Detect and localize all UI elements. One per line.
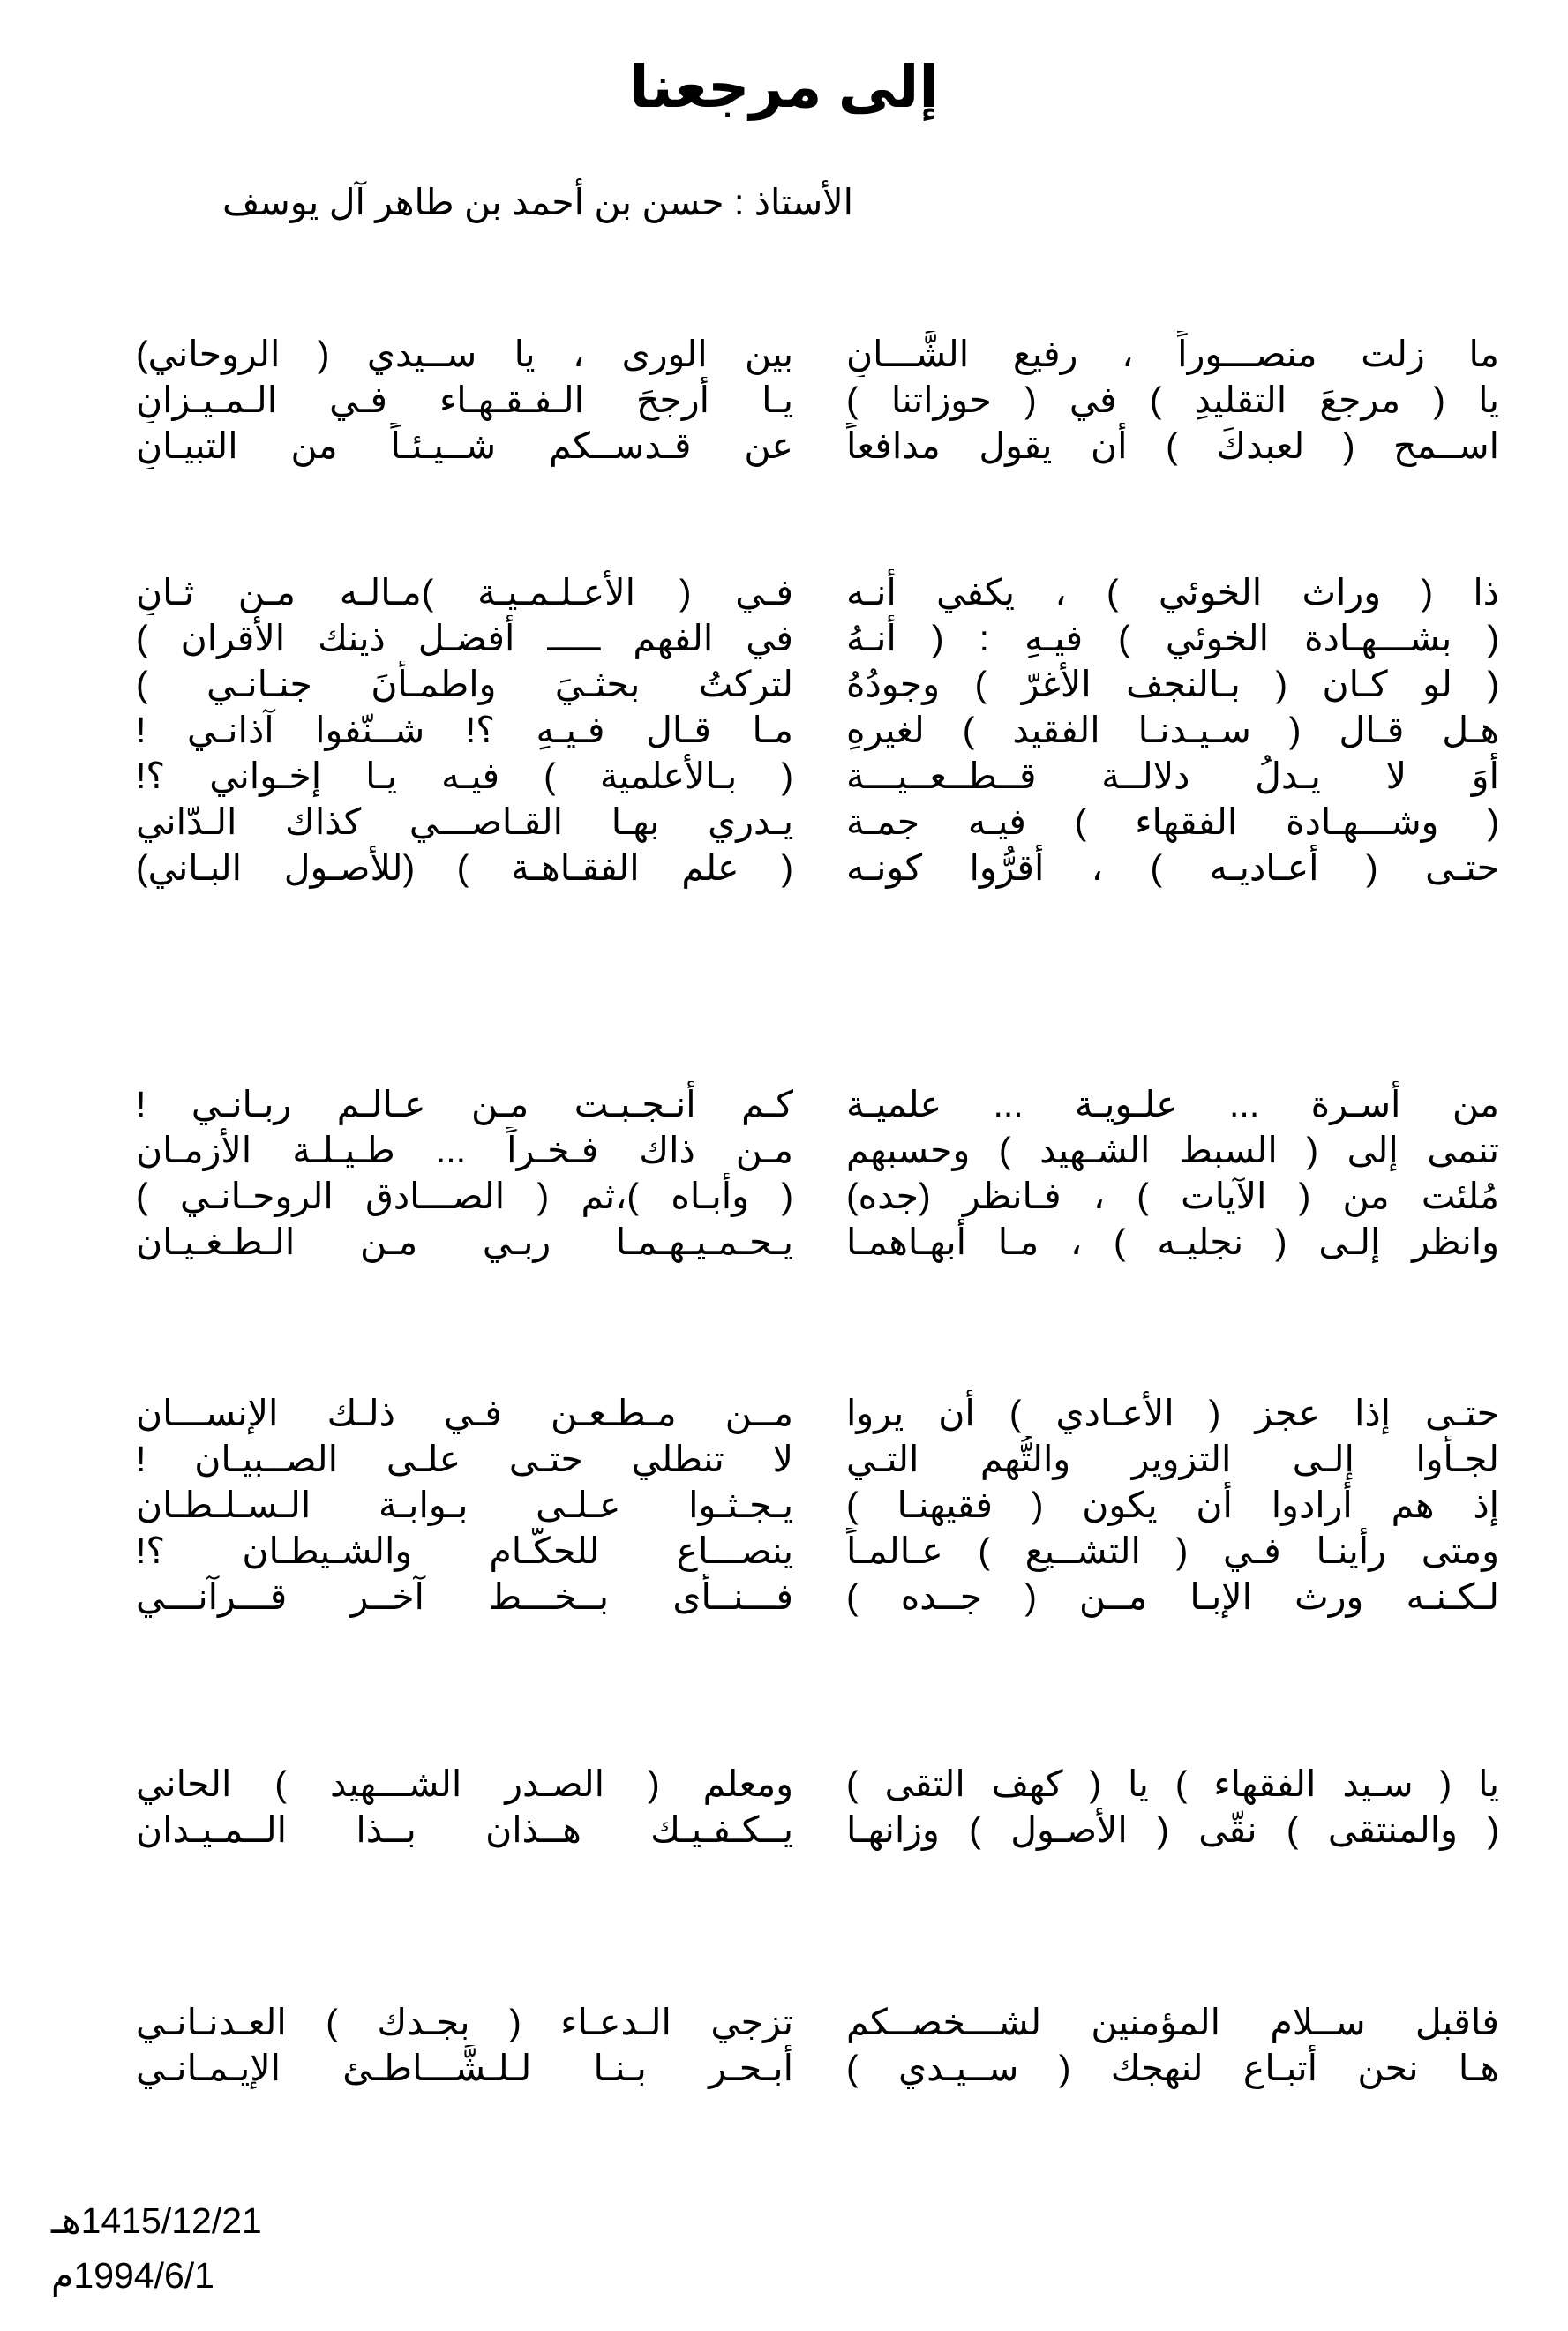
verse-line bbox=[0, 753, 1568, 799]
verse-second-hemistich: بين الورى ، يا ســيدي ( الروحاني) bbox=[136, 334, 793, 374]
verse-second-hemistich: يــكـفـيـك هــذان بــذا الــمـيـدان bbox=[136, 1809, 793, 1850]
verse-second-hemistich: يـا أرجحَ الـفـقـهـاء فـي الـمـيـزانِ bbox=[136, 380, 793, 420]
verse-second-hemistich: ( علم الفقـاهـة ) (للأصـول البـاني) bbox=[136, 847, 793, 888]
verse-first-hemistich: هـل قـال ( سـيـدنـا الفقيد ) لغيرهِ bbox=[846, 710, 1499, 750]
verse-line bbox=[0, 331, 1568, 377]
verse-second-hemistich: تزجي الـدعـاء ( بجـدك ) العـدنـانـي bbox=[136, 2002, 793, 2042]
verse-first-hemistich: ( وشـــهـادة الفقهاء ) فيـه جمـة bbox=[846, 801, 1499, 842]
verse-first-hemistich: يا ( مرجعَ التقليدِ ) في ( حوزاتنا ) bbox=[846, 380, 1499, 420]
verse-line bbox=[0, 1574, 1568, 1620]
verse-line bbox=[0, 1436, 1568, 1482]
verse-line bbox=[0, 2045, 1568, 2091]
verse-second-hemistich: فـــنــأى بــخـــط آخــر قـــرآنـــي bbox=[136, 1576, 793, 1617]
verse-first-hemistich: ( بشـــهـادة الخوئي ) فيـهِ : ( أنـهُ bbox=[846, 618, 1499, 658]
verse-first-hemistich: ذا ( وراث الخوئي ) ، يكفي أنـه bbox=[846, 572, 1499, 613]
stanza bbox=[0, 569, 1568, 891]
verse-line bbox=[0, 1761, 1568, 1807]
verse-second-hemistich: ومعلم ( الصـدر الشـــهيد ) الحاني bbox=[136, 1763, 793, 1804]
verse-first-hemistich: حتـى إذا عجز ( الأعـادي ) أن يروا bbox=[846, 1393, 1499, 1433]
hijri-date: 1415/12/21هـ bbox=[51, 2200, 262, 2241]
date-block bbox=[51, 2193, 262, 2303]
verse-line bbox=[0, 1390, 1568, 1436]
verse-line bbox=[0, 423, 1568, 469]
verse-second-hemistich: لا تنطلي حتـى علـى الصــبيـان ! bbox=[136, 1439, 793, 1479]
verse-line bbox=[0, 1127, 1568, 1173]
stanza bbox=[0, 1390, 1568, 1620]
verse-first-hemistich: من أسـرة ... علـويـة ... علميـة bbox=[846, 1084, 1499, 1124]
verse-first-hemistich: ومتى رأينـا فـي ( التشــيع ) عـالمـاً bbox=[846, 1530, 1499, 1571]
verse-line bbox=[0, 1999, 1568, 2045]
poem-title: إلى مرجعنا bbox=[629, 54, 939, 119]
verse-second-hemistich: مـا قـال فـيـهِ ؟! شــنّفوا آذانـي ! bbox=[136, 710, 793, 750]
verse-second-hemistich: كـم أنـجـبـت مـن عـالـم ربـانـي ! bbox=[136, 1084, 793, 1124]
author-line: الأستاذ : حسن بن أحمد بن طاهر آل يوسف bbox=[221, 182, 853, 222]
verse-first-hemistich: أَوَ لا يـدلُ دلالــة قــطــعــيـــة bbox=[846, 756, 1499, 796]
verse-first-hemistich: ( والمنتقى ) نقّى ( الأصـول ) وزانهـا bbox=[846, 1809, 1499, 1850]
verse-second-hemistich: في الفهم ـــــ أفضـل ذينك الأقران ) bbox=[136, 618, 793, 658]
stanza bbox=[0, 1761, 1568, 1853]
verse-second-hemistich: لتركتُ بحثـيَ واطمـأنَ جنـانـي ) bbox=[136, 664, 793, 704]
verse-second-hemistich: ينصـــاع للحكَّـام والشـيطـان ؟! bbox=[136, 1530, 793, 1571]
verse-second-hemistich: يـحـمـيـهـمـا ربـي مـن الـطـغـيـان bbox=[136, 1222, 793, 1262]
verse-first-hemistich: اســمح ( لعبدكَ ) أن يقول مدافعاً bbox=[846, 425, 1499, 466]
verse-first-hemistich: وانظر إلـى ( نجليـه ) ، مـا أبهـاهمـا bbox=[846, 1222, 1499, 1262]
verse-second-hemistich: فـي ( الأعـلـمـيـة )مـالـه مـن ثـانِ bbox=[136, 572, 793, 613]
verse-first-hemistich: مُلئت من ( الآيات ) ، فـانظر (جده) bbox=[846, 1176, 1499, 1216]
verse-line bbox=[0, 615, 1568, 661]
verse-second-hemistich: عن قـدســكم شــيـئـاً من التبيـانِ bbox=[136, 425, 793, 466]
verse-first-hemistich: حتـى ( أعـاديـه ) ، أقرُّوا كونـه bbox=[846, 847, 1499, 888]
verse-first-hemistich: ( لو كـان ( بـالنجف الأُغرّ ) وجودُهُ bbox=[846, 664, 1499, 704]
verse-second-hemistich: ( بـالأعلمية ) فيـه يـا إخـواني ؟! bbox=[136, 756, 793, 796]
verse-line bbox=[0, 661, 1568, 707]
verse-line bbox=[0, 1219, 1568, 1265]
stanza bbox=[0, 1999, 1568, 2091]
verse-first-hemistich: ما زلت منصـــوراً ، رفيع الشَّـــانِ bbox=[846, 334, 1499, 374]
verse-line bbox=[0, 845, 1568, 891]
verse-first-hemistich: تنمى إلى ( السبط الشـهيد ) وحسبهم bbox=[846, 1130, 1499, 1170]
verse-first-hemistich: إذ هم أرادوا أن يكون ( فقيهنـا ) bbox=[846, 1485, 1499, 1525]
verse-second-hemistich: أبـحـر بـنـا لـلـشَّـــاطـئ الإيـمـانـي bbox=[136, 2048, 793, 2088]
verse-second-hemistich: مــن مـطـعـن فـي ذلـك الإنســـان bbox=[136, 1393, 793, 1433]
verse-line bbox=[0, 1482, 1568, 1528]
verse-second-hemistich: يـجـثـوا عـلـى بـوابـة الـسـلـطـان bbox=[136, 1485, 793, 1525]
verse-first-hemistich: لـكـنـه ورث الإبـا مــن ( جــده ) bbox=[846, 1576, 1499, 1617]
verse-first-hemistich: لجـأوا إلـى التزوير والتُّهم التـي bbox=[846, 1439, 1499, 1479]
verse-line bbox=[0, 707, 1568, 753]
verse-line bbox=[0, 1807, 1568, 1853]
stanza bbox=[0, 1081, 1568, 1265]
verse-line bbox=[0, 569, 1568, 615]
verse-second-hemistich: مـن ذاك فـخـراً ... طـيـلـة الأزمـان bbox=[136, 1130, 793, 1170]
verse-second-hemistich: ( وأبـاه )،ثم ( الصـــادق الروحـانـي ) bbox=[136, 1176, 793, 1216]
verse-first-hemistich: هـا نحن أتبـاع لنهجك ( ســيـدي ) bbox=[846, 2048, 1499, 2088]
verse-second-hemistich: يـدري بهـا القـاصـــي كذاك الـدّاني bbox=[136, 801, 793, 842]
stanza bbox=[0, 331, 1568, 469]
gregorian-date: 1994/6/1م bbox=[51, 2255, 214, 2296]
verse-first-hemistich: فاقبل ســلام المؤمنين لشـــخصــكم bbox=[846, 2002, 1499, 2042]
verse-line bbox=[0, 1528, 1568, 1574]
verse-first-hemistich: يا ( سـيد الفقهاء ) يا ( كهف التقى ) bbox=[846, 1763, 1499, 1804]
verse-line bbox=[0, 1081, 1568, 1127]
verse-line bbox=[0, 799, 1568, 845]
verse-line bbox=[0, 1173, 1568, 1219]
verse-line bbox=[0, 377, 1568, 423]
